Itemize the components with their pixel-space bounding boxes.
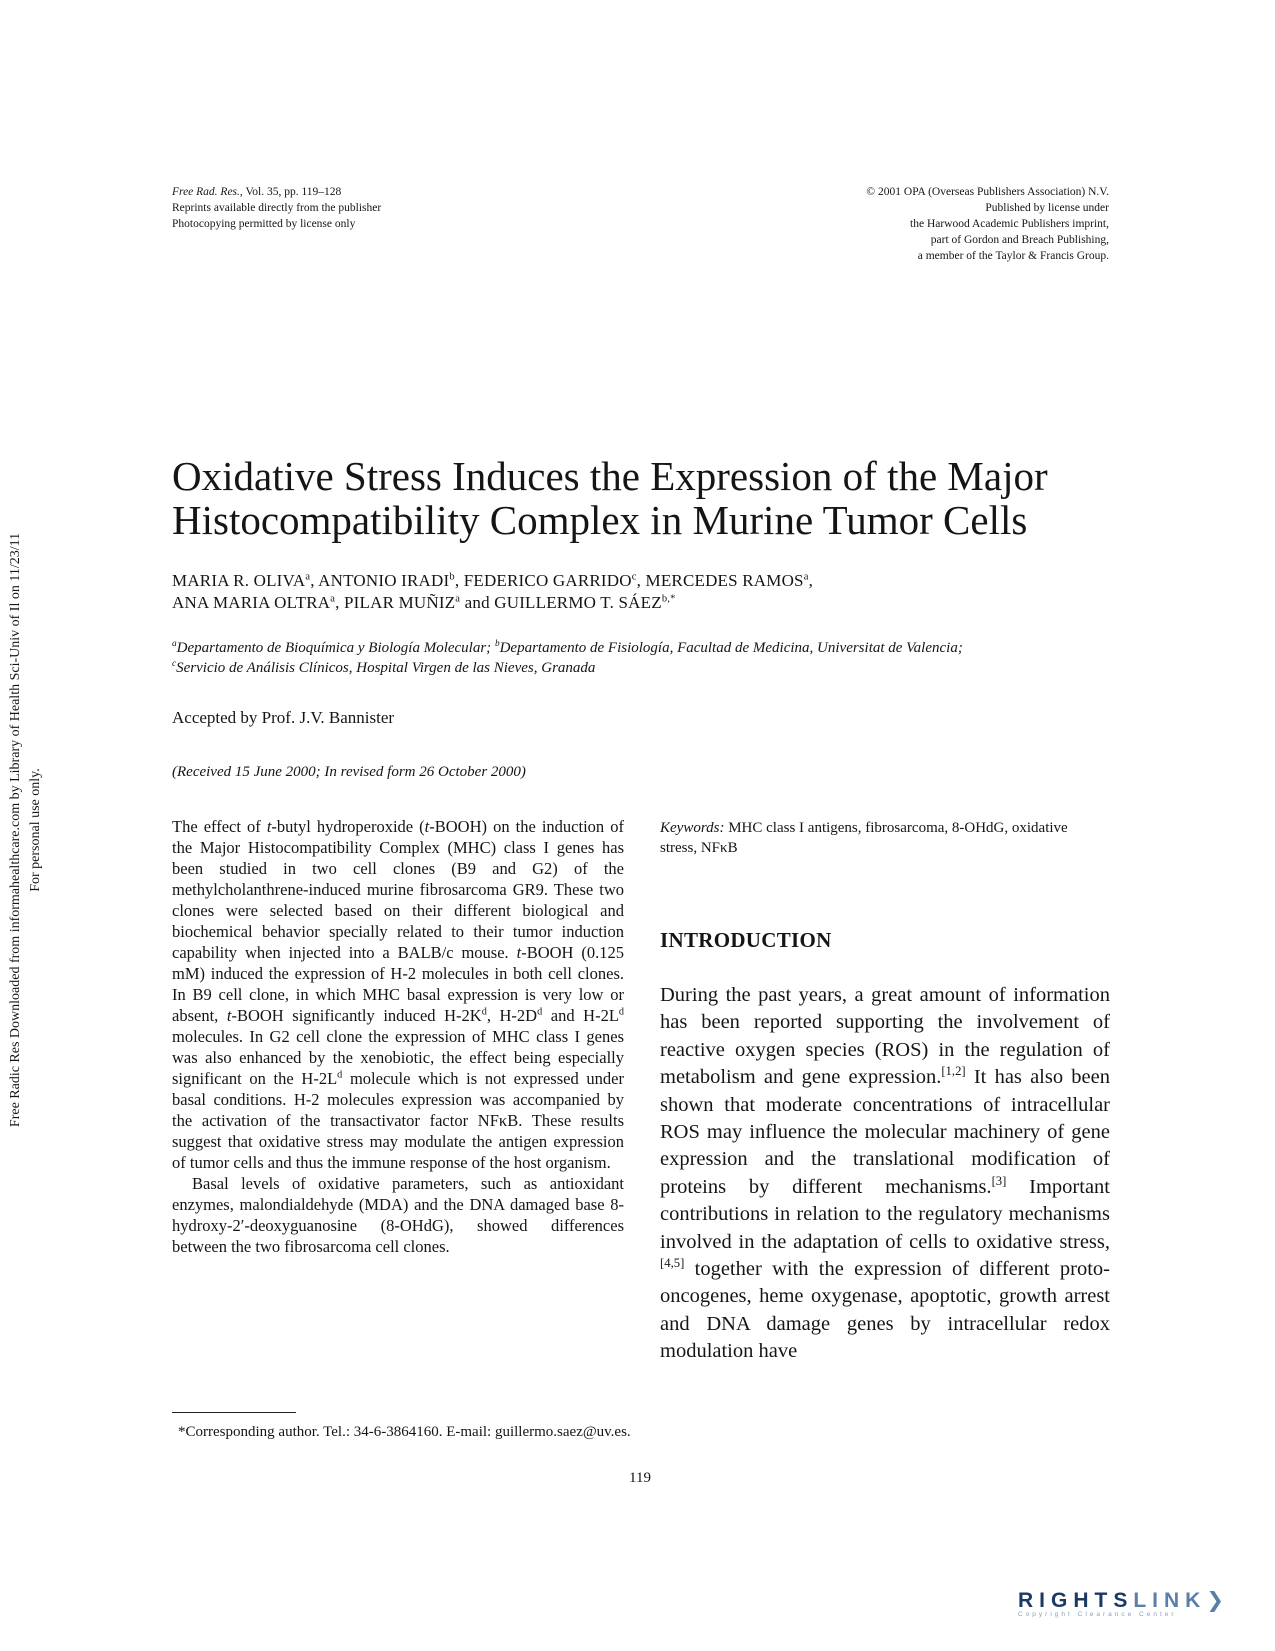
watermark-line-2: For personal use only. bbox=[28, 768, 43, 892]
journal-name: Free Rad. Res. bbox=[172, 186, 240, 198]
author-list bbox=[172, 570, 1052, 614]
citation-line bbox=[172, 184, 572, 200]
reprints-note: Reprints available directly from the publisher bbox=[172, 202, 382, 214]
corresponding-author-footnote: *Corresponding author. Tel.: 34-6-3864160. E-mail: guillermo.saez@uv.es. bbox=[178, 1424, 631, 1440]
affiliation-c: Servicio de Análisis Clínicos, Hospital Virgen de las Nieves, Granada bbox=[176, 660, 596, 676]
rightslink-wordmark bbox=[1018, 1588, 1248, 1613]
rightslink-logo[interactable] bbox=[1018, 1588, 1248, 1628]
abstract bbox=[172, 816, 624, 1257]
keywords-label: Keywords: bbox=[660, 820, 725, 836]
abstract-text: molecules. In G2 cell clone the expression of MHC class I genes was also enhanced by the xenobiotic, the effect being especially significant on the H-2L bbox=[172, 1027, 624, 1088]
affiliation-mark: b bbox=[449, 571, 455, 583]
abstract-text: -BOOH significantly induced H-2K bbox=[231, 1006, 482, 1025]
abstract-text: -BOOH) on the induction of the Major Histocompatibility Complex (MHC) class I genes has been studied in two cell clones (B9 and G2) of the methylcholanthrene-induced murine fibrosarcoma GR9. These two clones were selected based on their different biological and biochemical behavior specially related to their tumor induction capability when injected into a BALB/c mouse. bbox=[172, 817, 624, 962]
received-dates: (Received 15 June 2000; In revised form 26 October 2000) bbox=[172, 764, 526, 780]
affiliation-mark: a bbox=[305, 571, 311, 583]
accepted-by: Accepted by Prof. J.V. Bannister bbox=[172, 708, 395, 727]
affiliation-mark: c bbox=[172, 659, 177, 669]
affiliations bbox=[172, 638, 1072, 678]
italic-t: t bbox=[516, 943, 522, 962]
intro-text: It has also been shown that moderate concentrations of intracellular ROS may influence the molecular machinery of gene expression and the translational modification of proteins by different mechanisms. bbox=[660, 1066, 1110, 1198]
keywords-text: MHC class I antigens, fibrosarcoma, 8-OHdG, oxidative stress, NFκB bbox=[660, 820, 1068, 856]
footnote-rule bbox=[172, 1412, 296, 1413]
author-line-2: ANA MARIA OLTRA$^a$, PILAR MUÑIZ$^a$ and GUILLERMO T. $SÁEZ^{b,*}$ bbox=[172, 593, 676, 612]
affiliation-mark: a bbox=[172, 639, 177, 649]
abstract-text: molecule which is not expressed under basal conditions. H-2 molecules expression was accompanied by the activation of the transactivator factor NFκB. These results suggest that oxidative stress may modulate the antigen expression of tumor cells and thus the immune response of the host organism. bbox=[172, 1069, 624, 1172]
haplotype-mark: d bbox=[337, 1069, 343, 1081]
photocopy-note: Photocopying permitted by license only bbox=[172, 218, 356, 230]
abstract-text: , H-2D bbox=[486, 1006, 538, 1025]
author-name: FEDERICO GARRIDO bbox=[463, 571, 632, 590]
affiliation-b: Departamento de Fisiología, Facultad de Medicina, Universitat de Valencia; bbox=[499, 640, 963, 656]
abstract-text: and H-2L bbox=[542, 1006, 619, 1025]
title-line-1: Oxidative Stress Induces the Expression of the Major bbox=[172, 453, 1048, 499]
copyright-block bbox=[689, 184, 1109, 264]
rightslink-word-dark: RIGHTS bbox=[1018, 1589, 1134, 1612]
abstract-text: -butyl hydroperoxide ( bbox=[271, 817, 425, 836]
journal-citation bbox=[172, 184, 572, 232]
watermark-text bbox=[6, 533, 46, 1127]
citation-ref: [4,5] bbox=[660, 1256, 685, 1271]
abstract-paragraph-1 bbox=[172, 816, 624, 1173]
group-line: a member of the Taylor & Francis Group. bbox=[917, 250, 1109, 262]
author-name: MERCEDES RAMOS bbox=[645, 571, 804, 590]
author-name: PILAR MUÑIZ bbox=[344, 593, 456, 612]
rightslink-chevron-icon: ❯ bbox=[1206, 1589, 1230, 1612]
affiliation-mark: b,* bbox=[661, 593, 676, 605]
citation-ref: [3] bbox=[991, 1174, 1007, 1189]
italic-t: t bbox=[424, 817, 430, 836]
author-line-1: MARIA R. OLIVA$^a$, ANTONIO IRADI$^b$, FEDERICO GARRIDO$^c$, MERCEDES RAMOS$^a$, bbox=[172, 571, 814, 590]
publisher-line: part of Gordon and Breach Publishing, bbox=[930, 234, 1109, 246]
copyright-line: © 2001 OPA (Overseas Publishers Association) N.V. bbox=[866, 186, 1109, 198]
introduction-body bbox=[660, 982, 1110, 1366]
author-name: GUILLERMO T. SÁEZ bbox=[494, 593, 662, 612]
watermark-line-1: Free Radic Res Downloaded from informahealthcare.com by Library of Health Sci-Univ of Il on 11/23/11 bbox=[8, 532, 23, 1128]
abstract-text: -BOOH (0.125 mM) induced the expression of H-2 molecules in both cell clones. In B9 cell clone, in which MHC basal expression is very low or absent, bbox=[172, 943, 624, 1025]
intro-text: together with the expression of different proto-oncogenes, heme oxygenase, apoptotic, growth arrest and DNA damage genes by intracellular redox modulation have bbox=[660, 1258, 1110, 1363]
rightslink-word-light: LINK bbox=[1133, 1589, 1207, 1612]
haplotype-mark: d bbox=[618, 1006, 625, 1018]
affiliation-mark: b bbox=[494, 639, 500, 649]
rightslink-tagline: Copyright Clearance Center bbox=[1018, 1611, 1177, 1618]
author-conjunction: and bbox=[464, 593, 490, 612]
download-watermark bbox=[0, 460, 52, 1200]
italic-t: t bbox=[266, 817, 272, 836]
italic-t: t bbox=[226, 1006, 232, 1025]
imprint-line: the Harwood Academic Publishers imprint, bbox=[910, 218, 1109, 230]
affiliation-mark: a bbox=[330, 593, 336, 605]
author-name: ANA MARIA OLTRA bbox=[172, 593, 331, 612]
page-number: 119 bbox=[629, 1470, 651, 1486]
abstract-text: The effect of bbox=[172, 817, 267, 836]
haplotype-mark: d bbox=[537, 1006, 543, 1018]
affiliation-mark: a bbox=[803, 571, 809, 583]
affiliation-a: Departamento de Bioquímica y Biología Molecular; bbox=[176, 640, 492, 656]
keywords bbox=[660, 818, 1090, 858]
citation-ref: [1,2] bbox=[941, 1064, 966, 1079]
author-name: ANTONIO IRADI bbox=[318, 571, 450, 590]
author-name: MARIA R. OLIVA bbox=[172, 571, 306, 590]
intro-text: Important contributions in relation to the regulatory mechanisms involved in the adaptation of cells to oxidative stress, bbox=[660, 1175, 1110, 1253]
title-line-2: Histocompatibility Complex in Murine Tumor Cells bbox=[172, 497, 1028, 543]
intro-text: During the past years, a great amount of information has been reported supporting the involvement of reactive oxygen species (ROS) in the regulation of metabolism and gene expression. bbox=[660, 984, 1110, 1089]
abstract-paragraph-2: Basal levels of oxidative parameters, such as antioxidant enzymes, malondialdehyde (MDA) and the DNA damaged base 8-hydroxy-2′-deoxyguanosine (8-OHdG), showed differences between the two fibrosarcoma cell clones. bbox=[172, 1174, 624, 1256]
affiliation-mark: a bbox=[455, 593, 461, 605]
affiliation-line-1 bbox=[172, 638, 1072, 658]
haplotype-mark: d bbox=[481, 1006, 487, 1018]
journal-volume: , Vol. 35, pp. 119–128 bbox=[239, 186, 342, 198]
section-heading-introduction: INTRODUCTION bbox=[660, 928, 832, 952]
affiliation-line-2 bbox=[172, 658, 1072, 678]
article-title bbox=[172, 454, 1132, 542]
affiliation-mark: c bbox=[631, 571, 637, 583]
license-line: Published by license under bbox=[985, 202, 1109, 214]
